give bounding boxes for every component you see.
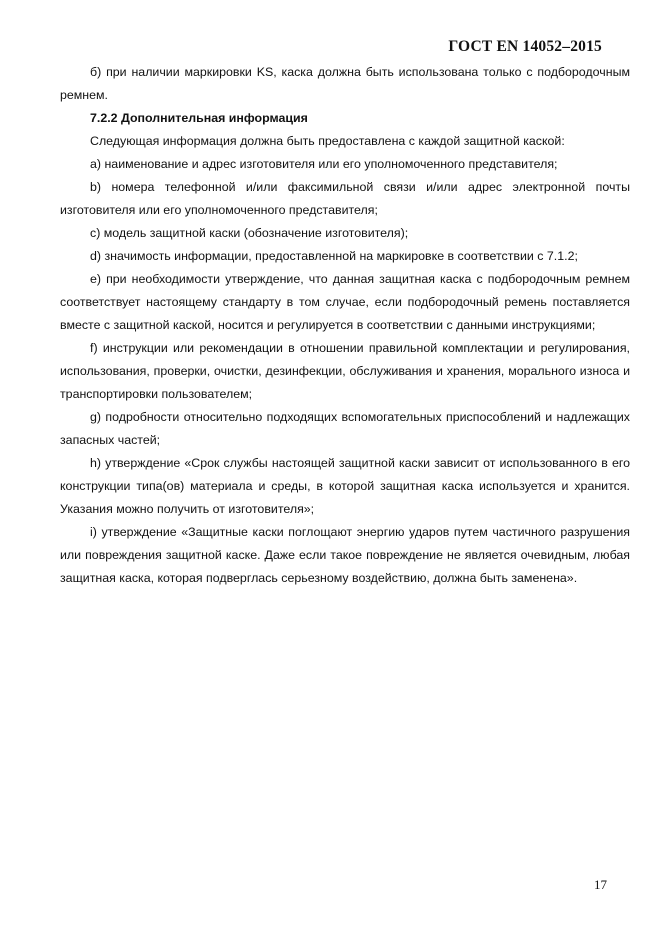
list-item-d: d) значимость информации, предоставленной на маркировке в соответствии с 7.1.2; — [90, 249, 578, 263]
document-body — [60, 61, 630, 590]
section-intro: Следующая информация должна быть предоставлена с каждой защитной каской: — [90, 134, 565, 148]
list-item-i: i) утверждение «Защитные каски поглощают энергию ударов путем частичного разрушения или повреждения защитной каске. Даже если такое повреждение не является очевидным, любая защитная каска, которая подверглась серьезному воздействию, должна быть заменена». — [60, 525, 630, 585]
list-item-c: с) модель защитной каски (обозначение изготовителя); — [90, 226, 409, 240]
list-item-b: b) номера телефонной и/или факсимильной связи и/или адрес электронной почты изготовителя или его уполномоченного представителя; — [60, 180, 630, 217]
list-item-e: е) при необходимости утверждение, что данная защитная каска с подбородочным ремнем соответствует настоящему стандарту в том случае, если подбородочный ремень поставляется вместе с защитной каской, носится и регулируется в соответствии с данными инструкциями; — [60, 272, 630, 332]
document-header: ГОСТ EN 14052–2015 — [448, 38, 602, 55]
list-item-g: g) подробности относительно подходящих вспомогательных приспособлений и надлежащих запасных частей; — [60, 410, 630, 447]
list-item-a: а) наименование и адрес изготовителя или его уполномоченного представителя; — [90, 157, 558, 171]
page-number: 17 — [594, 877, 607, 892]
section-heading: 7.2.2 Дополнительная информация — [90, 111, 308, 125]
list-item-h: h) утверждение «Срок службы настоящей защитной каски зависит от использованного в его конструкции типа(ов) материала и среды, в которой защитная каска используется и хранится. Указания можно получить от изготовителя»; — [60, 456, 630, 516]
list-item-f: f) инструкции или рекомендации в отношении правильной комплектации и регулирования, использования, проверки, очистки, дезинфекции, обслуживания и хранения, морального износа и транспортировки пользователем; — [60, 341, 630, 401]
list-item-b6: б) при наличии маркировки KS, каска должна быть использована только с подбородочным ремнем. — [60, 65, 630, 102]
